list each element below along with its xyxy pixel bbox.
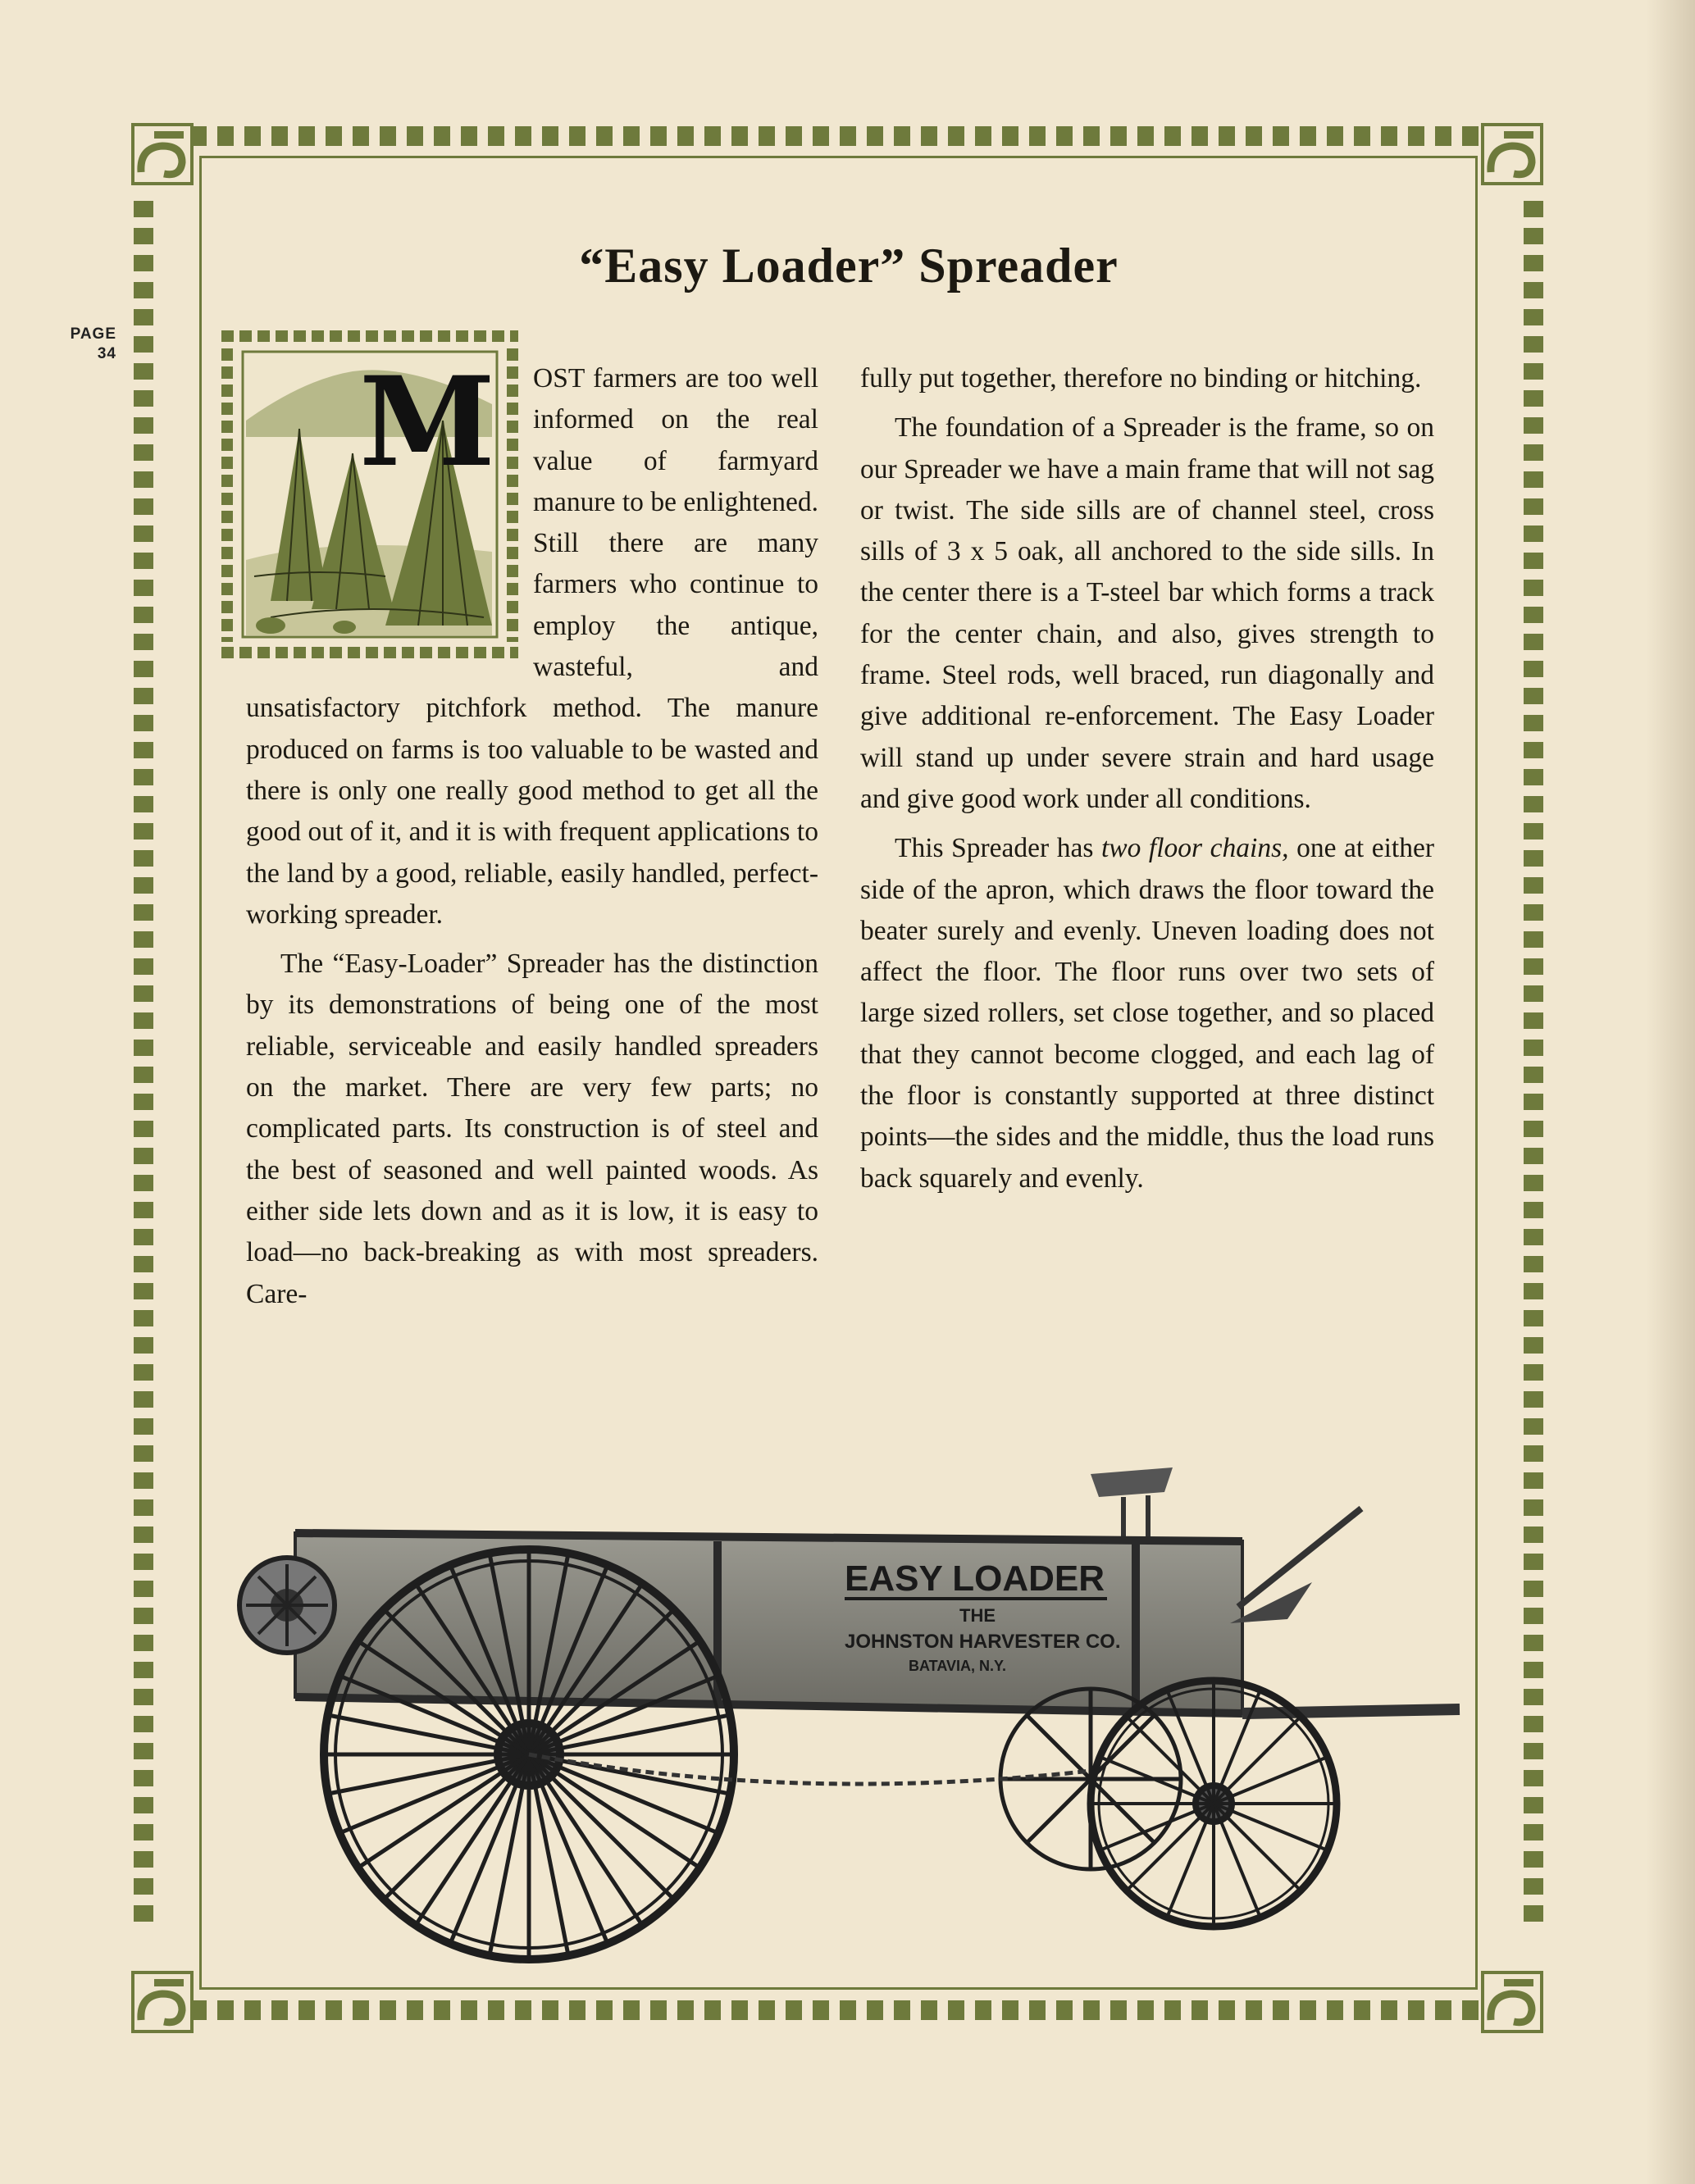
- page-label-number: 34: [97, 345, 116, 362]
- drop-cap-letter: M: [359, 350, 496, 494]
- border-left: [134, 201, 153, 1931]
- left-column: [246, 350, 818, 1315]
- border-right: [1524, 201, 1543, 1931]
- border-bottom: [190, 2000, 1479, 2020]
- spreader-illustration: [221, 1459, 1468, 1968]
- brand-location: BATAVIA, N.Y.: [909, 1658, 1007, 1674]
- floor-chains-emphasis: two floor chains,: [1100, 833, 1289, 864]
- page-number-label: [62, 325, 116, 364]
- corner-ornament-icon: [1481, 1971, 1543, 2033]
- left-paragraph-1: OST farmers are too well informed on the real value of farmyard manure to be enlightened. Still there are many farmers who continue to employ the antique, wasteful, and unsatisfactory pitchfork method. The manure produced on farms is too valuable to be wasted and there is only one really good method to get all the good out of it, and it is with frequent applications to the land by a good, reliable, easily handled, perfect-working spreader.: [246, 363, 818, 930]
- brand-name: EASY LOADER: [845, 1558, 1105, 1599]
- border-top: [190, 126, 1479, 146]
- corner-ornament-icon: [1481, 123, 1543, 185]
- brand-the: THE: [959, 1605, 996, 1626]
- right-paragraph-3-end: one at either side of the apron, which draws the floor toward the beater surely and evenly. Uneven loading does not affect the floor. The floor runs over two sets of large sized rollers, set close together, and so placed that they cannot become clogged, and each lag of the floor is constantly supported at three distinct points—the sides and the middle, thus the load runs back squarely and evenly.: [860, 833, 1434, 1194]
- right-paragraph-3: [860, 828, 1434, 1199]
- brand-company: JOHNSTON HARVESTER CO.: [845, 1631, 1121, 1653]
- corner-ornament-icon: [131, 123, 194, 185]
- right-paragraph-1: fully put together, therefore no binding or hitching.: [860, 363, 1422, 394]
- page-title: “Easy Loader” Spreader: [579, 239, 1119, 293]
- corner-ornament-icon: [131, 1971, 194, 2033]
- page-label-word: PAGE: [70, 325, 116, 343]
- right-paragraph-2: The foundation of a Spreader is the frame, so on our Spreader we have a main frame that will not sag or twist. The side sills are of channel steel, cross sills of 3 x 5 oak, all anchored to the side sills. In the center there is a T-steel bar which forms a track for the center chain, and also, gives strength to frame. Steel rods, well braced, run diagonally and give additional re-enforcement. The Easy Loader will stand up under severe strain and hard usage and give good work under all conditions.: [860, 412, 1434, 814]
- right-paragraph-3-start: This Spreader has: [895, 833, 1101, 864]
- page-edge-shadow: [1646, 0, 1695, 2184]
- left-paragraph-2: The “Easy-Loader” Spreader has the distinction by its demonstrations of being one of the most reliable, serviceable and easily handled spreaders on the market. There are very few parts; no complicated parts. Its construction is of steel and the best of seasoned and well painted woods. As either side lets down and as it is low, it is easy to load—no back-breaking as with most spreaders. Care-: [246, 949, 818, 1309]
- drop-cap-illustration: [221, 330, 518, 658]
- right-column: [860, 358, 1434, 1199]
